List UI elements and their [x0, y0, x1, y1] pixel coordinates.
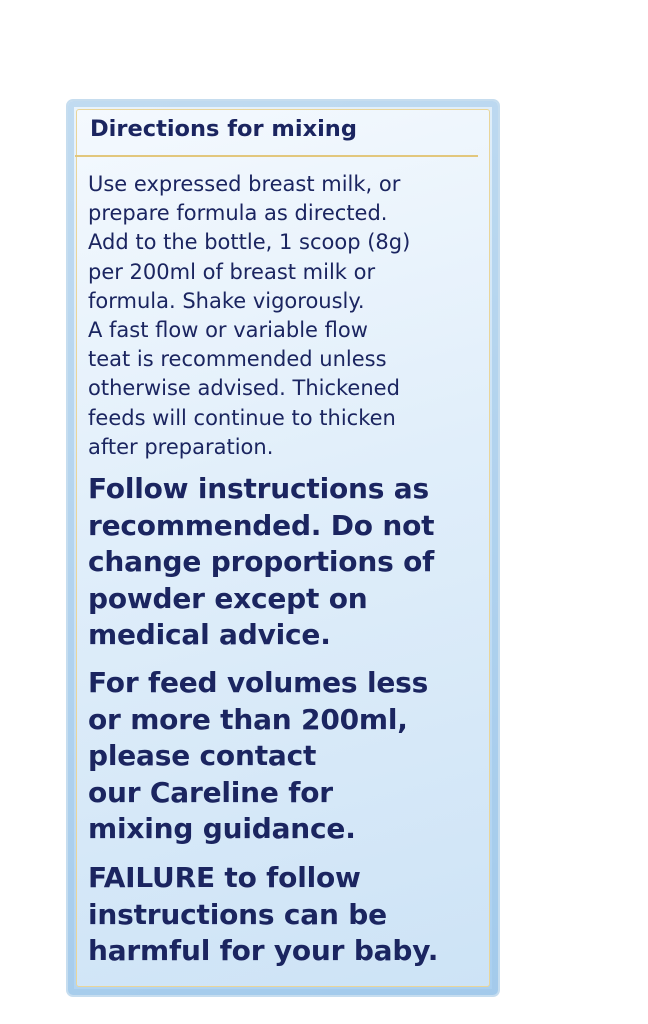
failure-warning: FAILURE to follow instructions can be harmful for your baby. — [88, 861, 439, 967]
directions-heading: Directions for mixing — [90, 116, 357, 142]
mixing-directions-text: Use expressed breast milk, or prepare formula as directed. Add to the bottle, 1 scoop (8g) per 200ml of breast milk or formula. Shake vigorously. A fast flow or variable flow teat is recommended unless otherwise advised. Thickened feeds will continue to thicken after preparation. — [88, 172, 411, 459]
feed-volumes-warning: For feed volumes less or more than 200ml, please contact our Careline for mixing guidance. — [88, 666, 429, 845]
heading-divider — [75, 155, 478, 157]
proportions-warning: Follow instructions as recommended. Do not change proportions of powder except on medical advice. — [88, 472, 435, 651]
